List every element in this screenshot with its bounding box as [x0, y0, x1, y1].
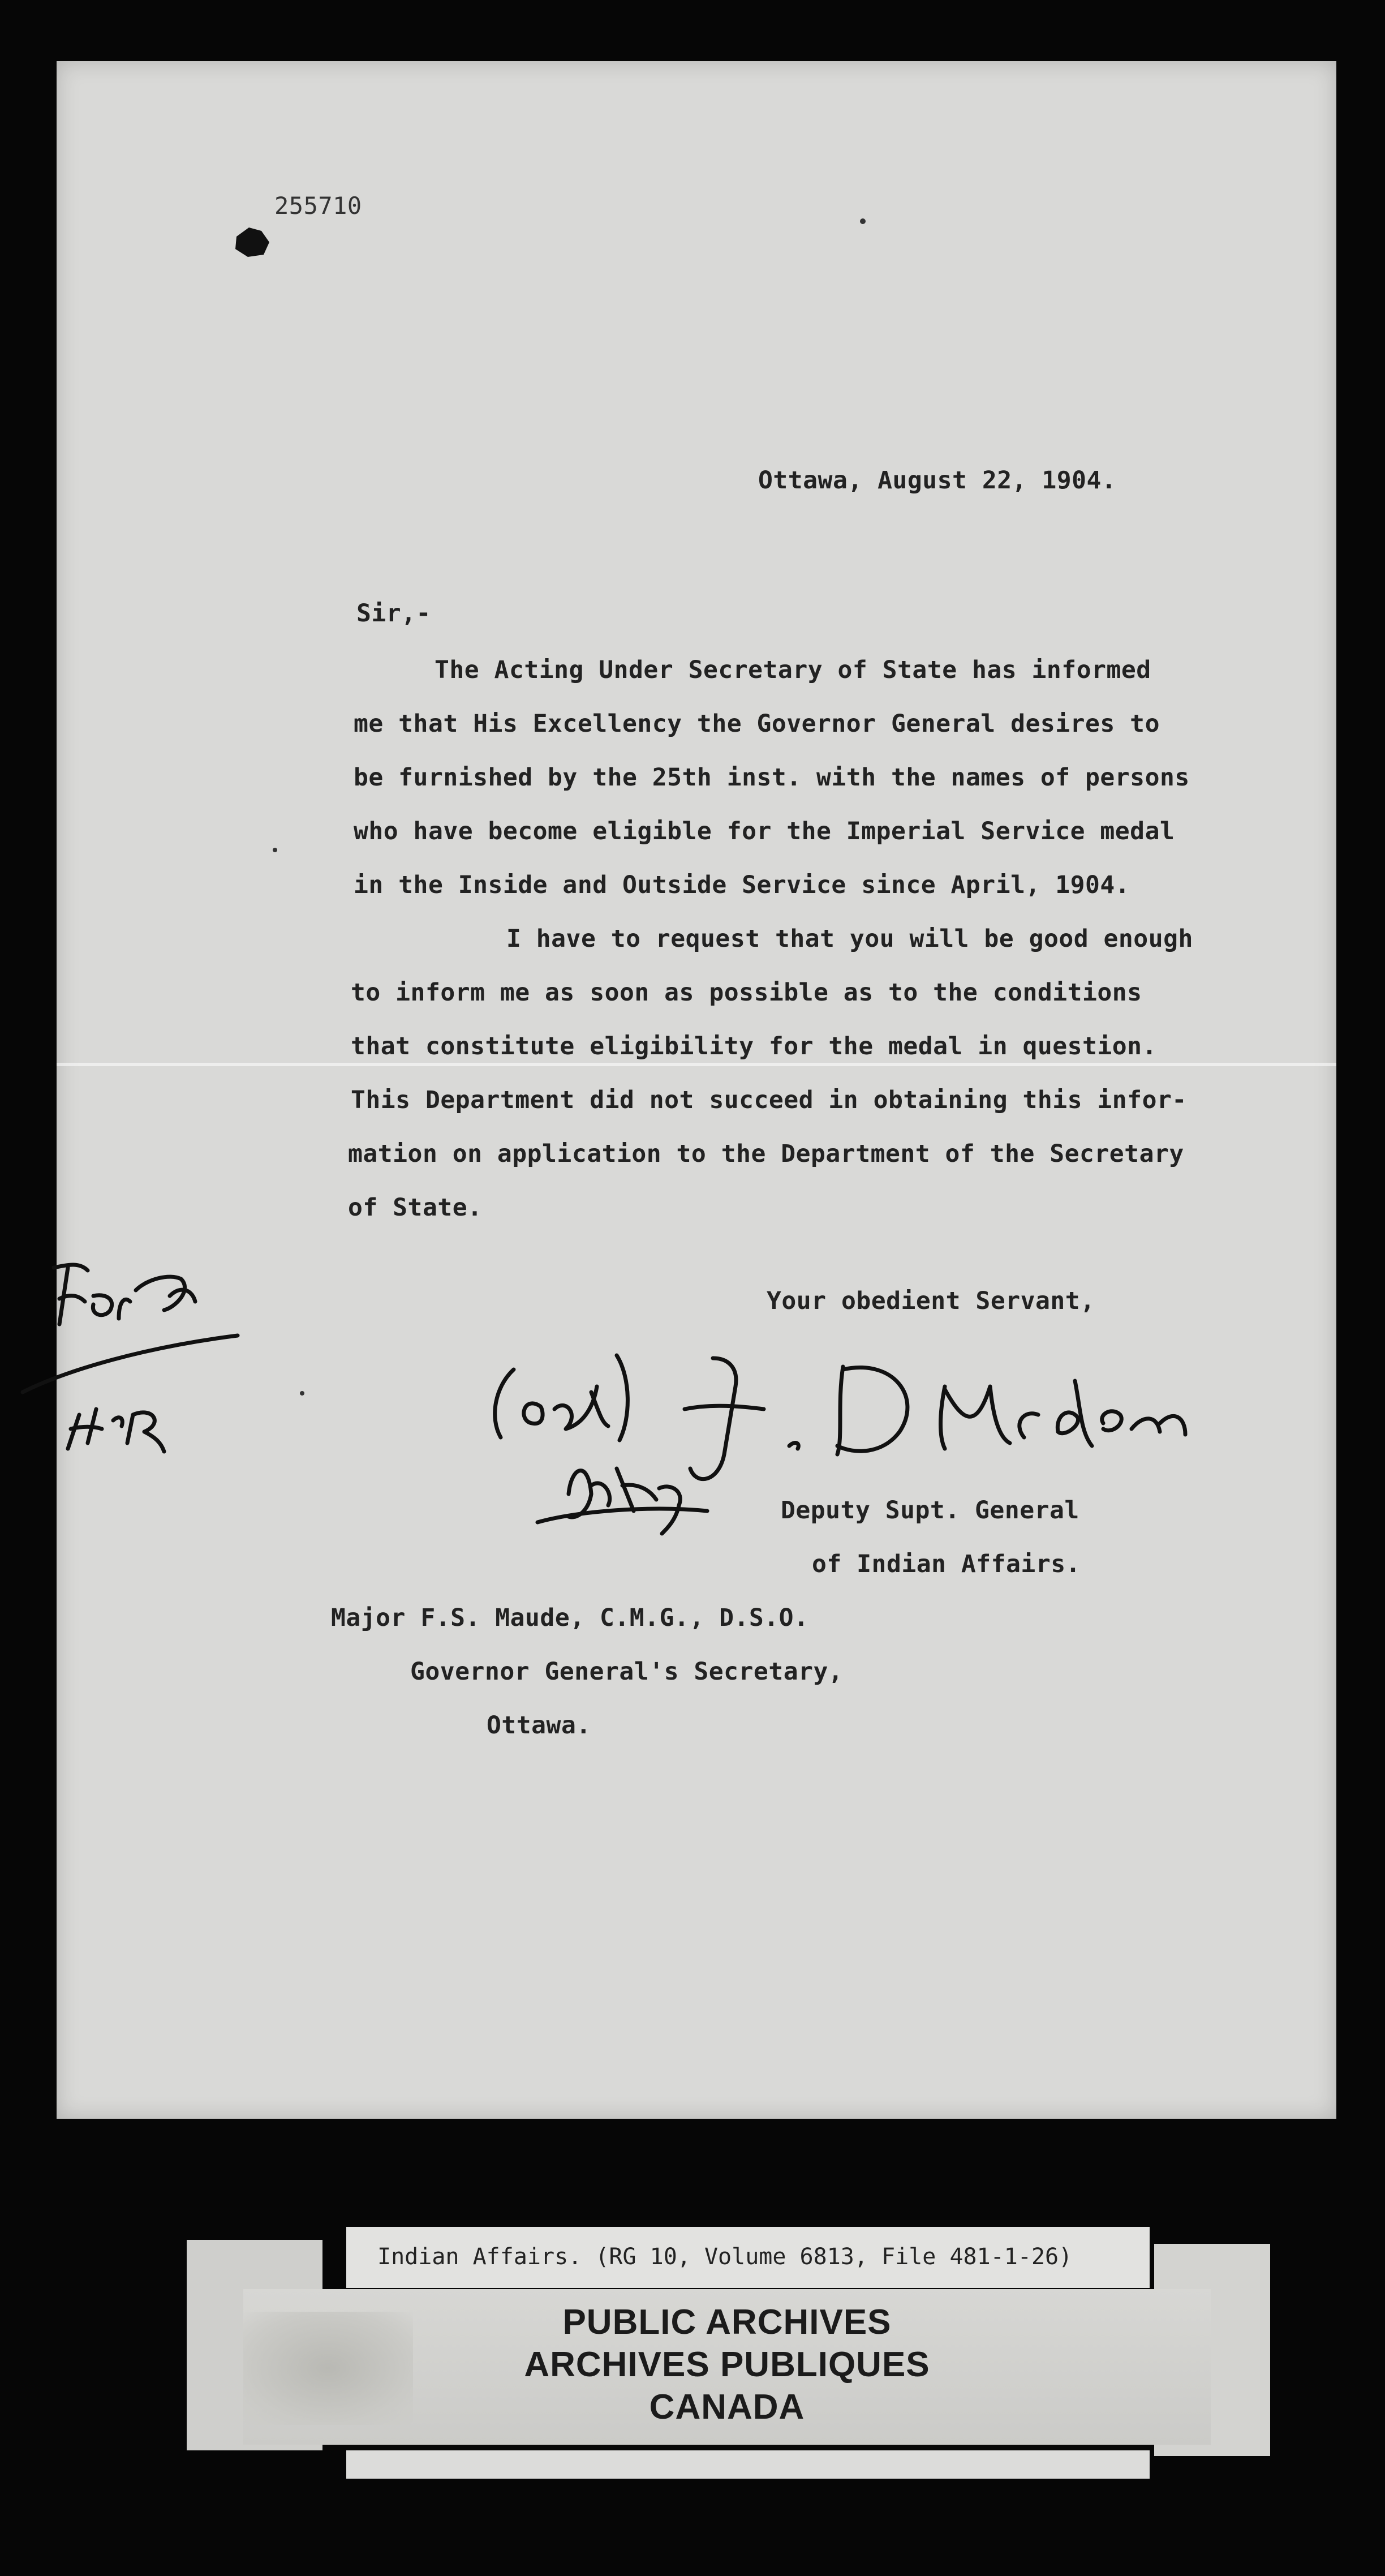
paragraph-2-line: to inform me as soon as possible as to the conditions — [351, 978, 1142, 1007]
salutation: Sir,- — [356, 599, 431, 628]
stamp-line-3: CANADA — [649, 2388, 805, 2427]
paragraph-1-line: The Acting Under Secretary of State has informed — [435, 656, 1151, 684]
addressee-line: Ottawa. — [487, 1711, 591, 1740]
ink-speck — [300, 1391, 304, 1396]
addressee-line: Governor General's Secretary, — [410, 1658, 844, 1686]
paragraph-1-line: in the Inside and Outside Service since April, 1904. — [354, 871, 1130, 899]
ink-speck — [860, 218, 866, 224]
dateline: Ottawa, August 22, 1904. — [758, 466, 1117, 495]
archive-label-bottom-band — [346, 2450, 1150, 2479]
paragraph-1-line: who have become eligible for the Imperial Service medal — [354, 817, 1175, 845]
archive-reference-label — [346, 2227, 1150, 2288]
paragraph-2-line: I have to request that you will be good enough — [506, 925, 1193, 953]
paragraph-1-line: be furnished by the 25th inst. with the names of persons — [354, 763, 1190, 792]
signatory-title-1: Deputy Supt. General — [781, 1496, 1079, 1525]
closing: Your obedient Servant, — [767, 1287, 1095, 1315]
handwritten-signature — [447, 1324, 1250, 1562]
margin-initials-handwritten — [0, 1245, 260, 1511]
stamp-line-2: ARCHIVES PUBLIQUES — [524, 2345, 930, 2384]
addressee-line: Major F.S. Maude, C.M.G., D.S.O. — [331, 1604, 809, 1632]
letter-sheet — [57, 61, 1336, 2119]
paragraph-2-line: that constitute eligibility for the medal in question. — [351, 1032, 1157, 1061]
file-number: 255710 — [274, 192, 362, 220]
archive-reference-text: Indian Affairs. (RG 10, Volume 6813, File 481-1-26) — [377, 2244, 1073, 2270]
archive-stamp — [243, 2289, 1211, 2445]
signatory-title-2: of Indian Affairs. — [812, 1550, 1081, 1578]
paper-fold-line — [57, 1063, 1336, 1066]
ink-speck — [273, 848, 277, 852]
ink-blot-mark — [232, 225, 272, 258]
paragraph-2-line: This Department did not succeed in obtaining this infor- — [351, 1086, 1187, 1114]
paragraph-2-line: mation on application to the Department of the Secretary — [348, 1140, 1184, 1168]
stamp-line-1: PUBLIC ARCHIVES — [562, 2303, 892, 2342]
paragraph-1-line: me that His Excellency the Governor General desires to — [354, 710, 1160, 738]
paragraph-2-line: of State. — [348, 1193, 483, 1222]
